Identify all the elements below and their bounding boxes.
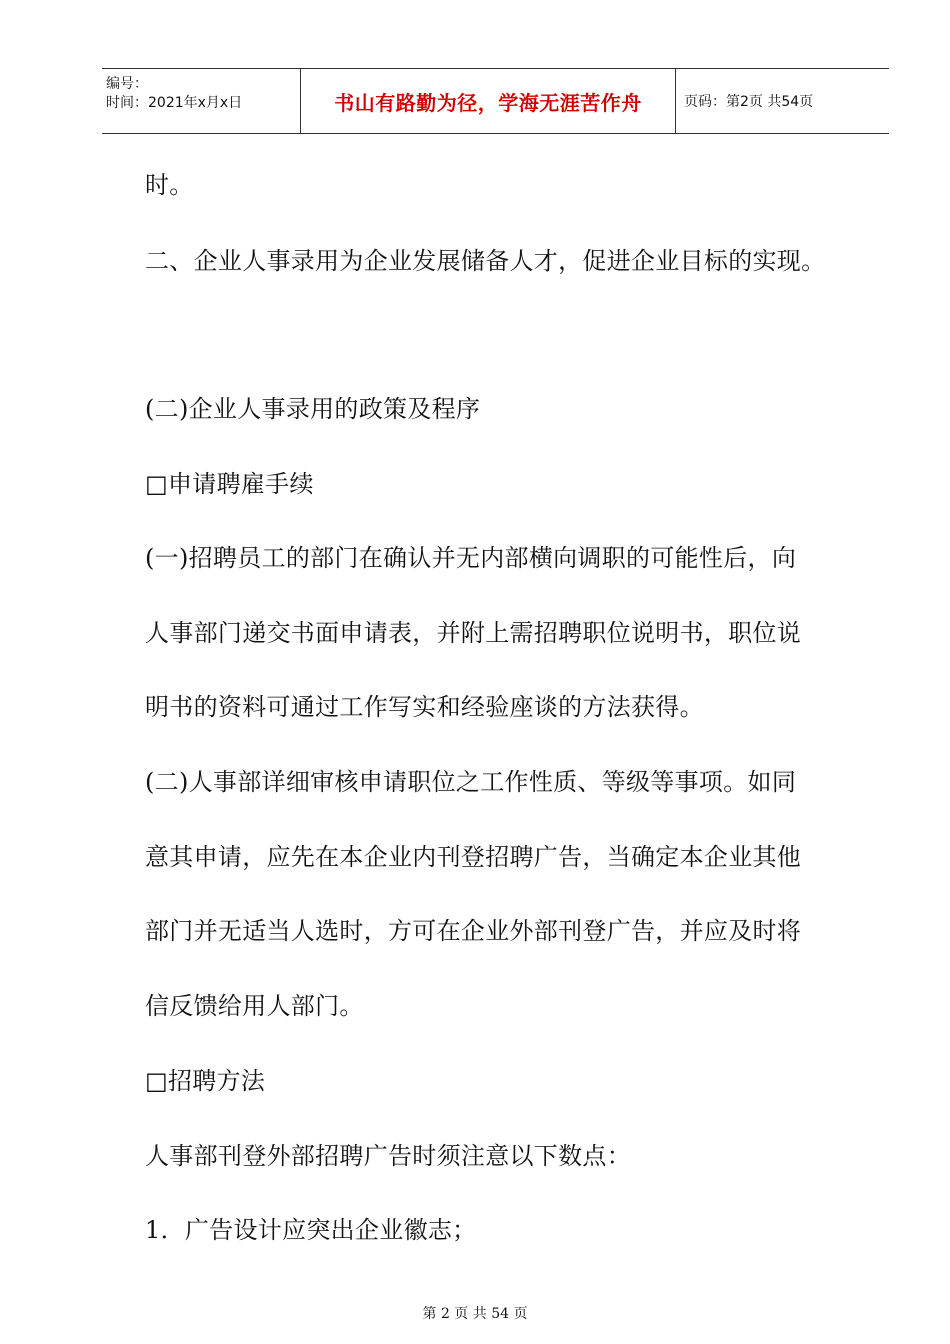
header-motto: 书山有路勤为径，学海无涯苦作舟: [301, 69, 676, 133]
paragraph: (二)人事部详细审核申请职位之工作性质、等级等事项。如同: [145, 768, 797, 796]
number-label: 编号：: [106, 76, 148, 92]
paragraph: 人事部门递交书面申请表，并附上需招聘职位说明书，职位说: [145, 619, 802, 647]
paragraph: 时。: [145, 171, 194, 199]
page-header: [102, 68, 889, 134]
date-label: 时间：2021年x月x日: [106, 95, 243, 111]
paragraph: 明书的资料可通过工作写实和经验座谈的方法获得。: [145, 693, 704, 721]
paragraph: 部门并无适当人选时，方可在企业外部刊登广告，并应及时将: [145, 917, 802, 945]
section-heading: (二)企业人事录用的政策及程序: [145, 395, 481, 423]
list-item: 1．广告设计应突出企业徽志；: [145, 1216, 477, 1244]
subsection-heading: □招聘方法: [145, 1067, 266, 1095]
header-meta: [102, 69, 301, 133]
subsection-heading: □申请聘雇手续: [145, 470, 314, 498]
paragraph: 信反馈给用人部门。: [145, 992, 364, 1020]
paragraph: 意其申请，应先在本企业内刊登招聘广告，当确定本企业其他: [145, 843, 802, 871]
paragraph: (一)招聘员工的部门在确认并无内部横向调职的可能性后，向: [145, 544, 797, 572]
paragraph: 二、企业人事录用为企业发展储备人才，促进企业目标的实现。: [145, 247, 826, 275]
paragraph: 人事部刊登外部招聘广告时须注意以下数点：: [145, 1142, 631, 1170]
page-footer: 第 2 页 共 54 页: [422, 1306, 528, 1322]
header-page-info: 页码：第2页 共54页: [684, 94, 814, 110]
